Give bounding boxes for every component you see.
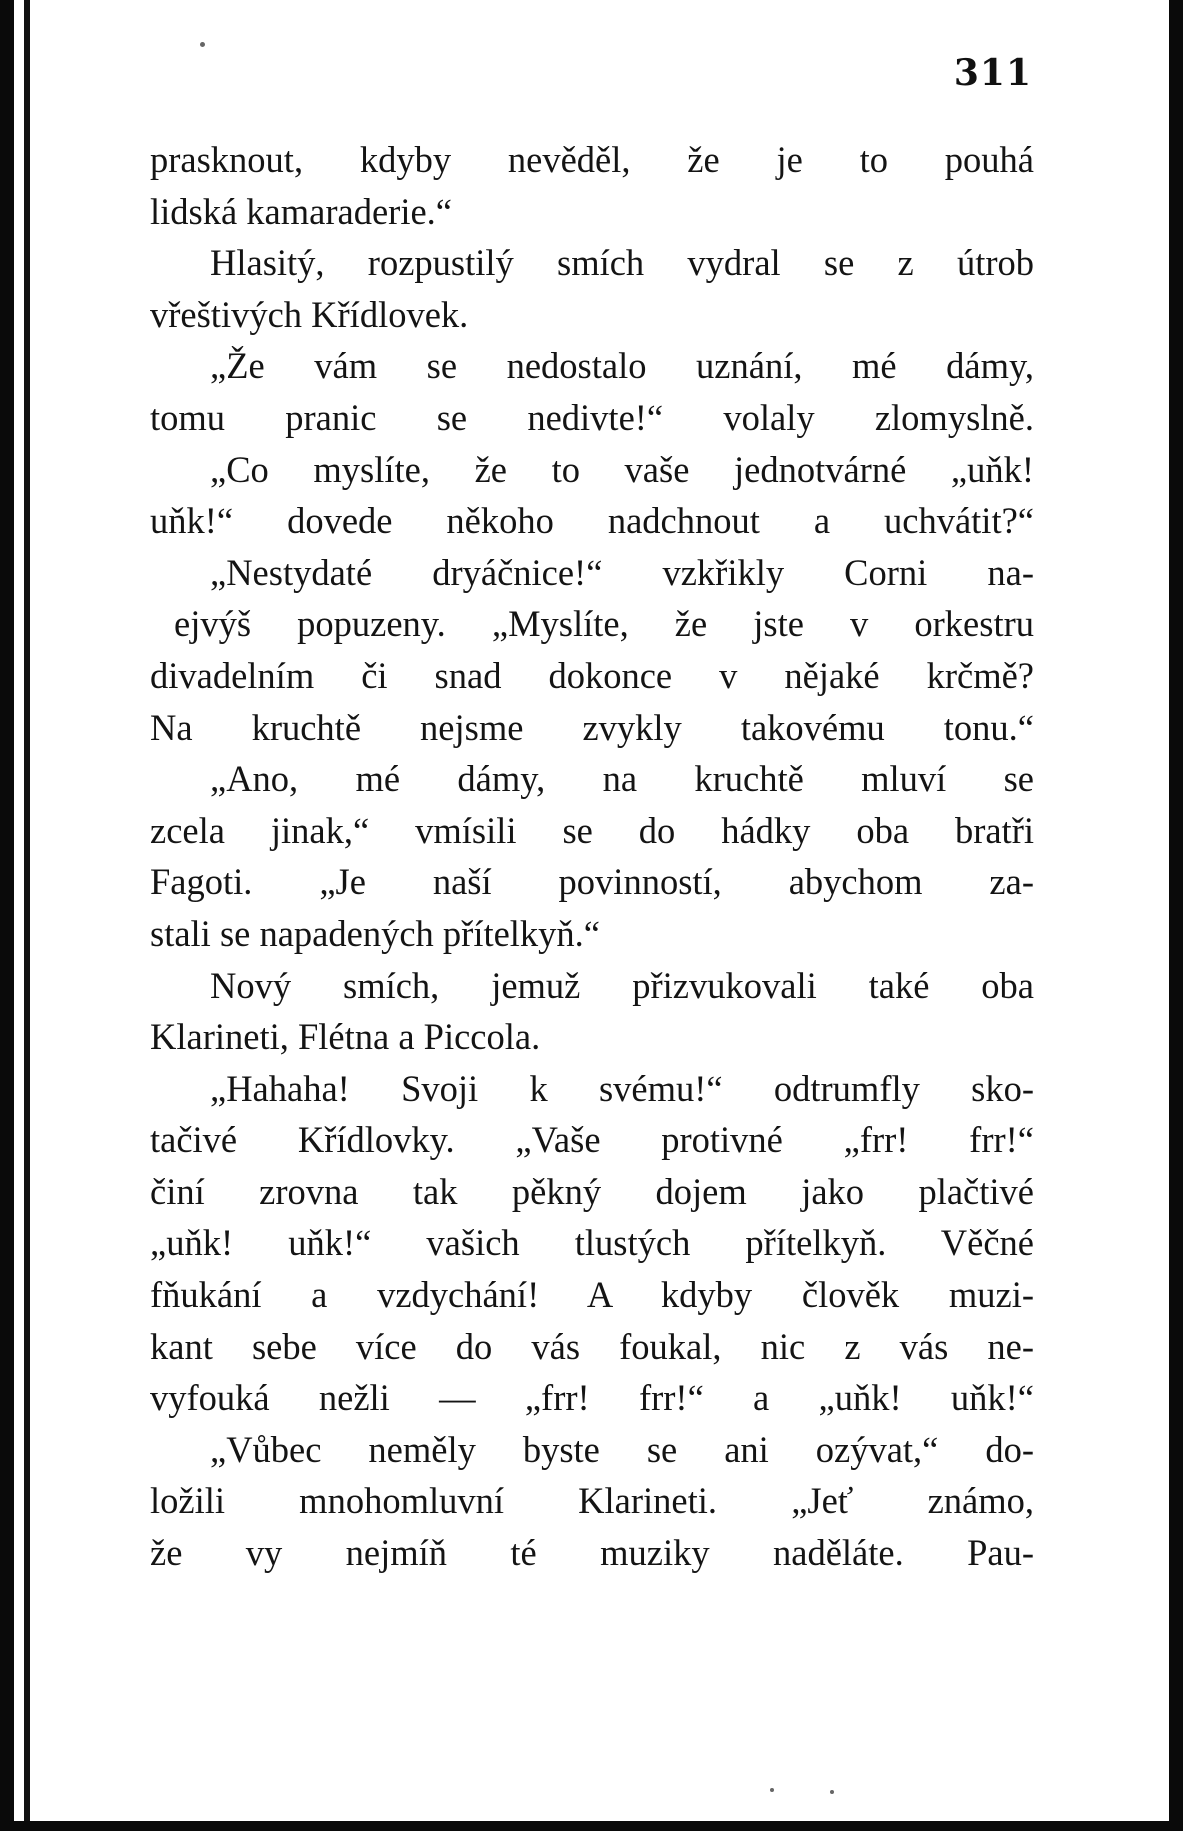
text-line: „Hahaha! Svoji k svému!“ odtrumfly sko- <box>210 1067 1034 1109</box>
scan-bottom-border <box>0 1821 1183 1831</box>
text-line: ložili mnohomluvní Klarineti. „Jeť známo, <box>150 1480 1034 1522</box>
scan-left-gap <box>14 0 24 1831</box>
text-line: Fagoti. „Je naší povinností, abychom za- <box>150 861 1034 903</box>
text-line: „Ano, mé dámy, na kruchtě mluví se <box>210 758 1034 800</box>
text-line: zcela jinak,“ vmísili se do hádky oba bratři <box>150 809 1034 851</box>
ink-speck <box>830 1790 834 1794</box>
text-line: tačivé Křídlovky. „Vaše protivné „frr! frr!“ <box>150 1119 1034 1161</box>
text-line: fňukání a vzdychání! A kdyby člověk muzi- <box>150 1274 1034 1316</box>
text-line: kant sebe více do vás foukal, nic z vás ne- <box>150 1325 1034 1367</box>
text-line: ejvýš popuzeny. „Myslíte, že jste v orkestru <box>174 603 1034 645</box>
text-line: stali se napadených přítelkyň.“ <box>150 912 601 954</box>
text-line: Nový smích, jemuž přizvukovali také oba <box>210 964 1034 1006</box>
text-line: „Nestydaté dryáčnice!“ vzkřikly Corni na- <box>210 551 1034 593</box>
text-line: že vy nejmíň té muziky naděláte. Pau- <box>150 1532 1034 1574</box>
text-line: Na kruchtě nejsme zvykly takovému tonu.“ <box>150 706 1034 748</box>
body-text <box>150 134 1034 1579</box>
page-number: 311 <box>953 52 1032 94</box>
scan-left-border <box>0 0 14 1831</box>
text-line: Hlasitý, rozpustilý smích vydral se z útrob <box>210 242 1034 284</box>
text-line: „Že vám se nedostalo uznání, mé dámy, <box>210 345 1034 387</box>
scan-right-border <box>1169 0 1183 1831</box>
ink-speck <box>200 42 205 47</box>
ink-speck <box>770 1788 774 1792</box>
text-line: lidská kamaraderie.“ <box>150 190 452 232</box>
text-line: prasknout, kdyby nevěděl, že je to pouhá <box>150 139 1034 180</box>
text-line: „uňk! uňk!“ vašich tlustých přítelkyň. Věčné <box>150 1222 1034 1264</box>
text-line: činí zrovna tak pěkný dojem jako plačtivé <box>150 1170 1034 1212</box>
text-line: „Co myslíte, že to vaše jednotvárné „uňk! <box>210 448 1034 490</box>
text-line: vyfouká nežli — „frr! frr!“ a „uňk! uňk!“ <box>150 1377 1034 1419</box>
text-line: Klarineti, Flétna a Piccola. <box>150 1016 541 1058</box>
text-line: tomu pranic se nedivte!“ volaly zlomyslně. <box>150 396 1034 438</box>
text-line: „Vůbec neměly byste se ani ozývat,“ do- <box>210 1428 1034 1470</box>
text-line: uňk!“ dovede někoho nadchnout a uchvátit?“ <box>150 500 1034 542</box>
text-line: vřeštivých Křídlovek. <box>150 293 469 335</box>
text-line: divadelním či snad dokonce v nějaké krčmě? <box>150 654 1034 696</box>
